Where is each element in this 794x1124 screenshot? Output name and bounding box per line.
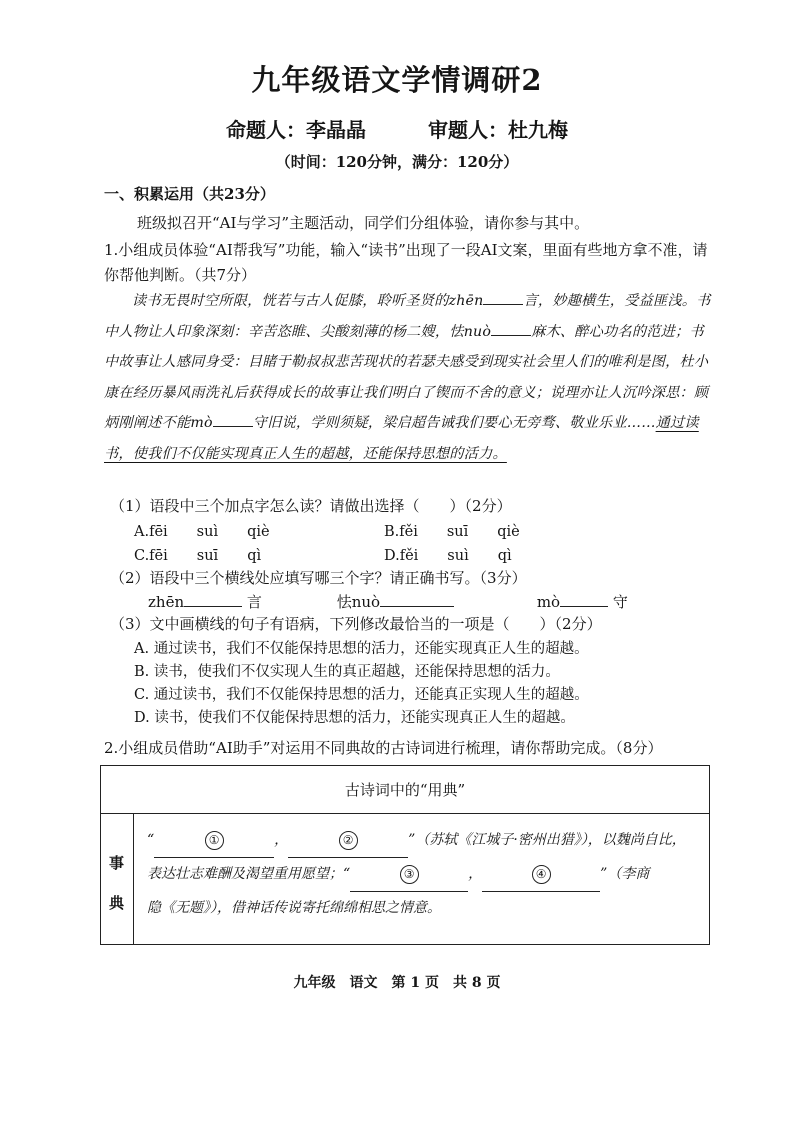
comma-2: ， — [468, 866, 483, 882]
sub1-option-d[interactable]: D.fěi suì qì — [384, 548, 512, 564]
passage-part-4: 守旧说，学则须疑，梁启超告诫我们要心无旁骛、敬业乐业…… — [252, 415, 656, 431]
blank-2[interactable] — [288, 824, 408, 858]
table-header: 古诗词中的“用典” — [101, 766, 709, 814]
blank-2-number: ② — [339, 831, 358, 850]
sub2-blank-2[interactable] — [380, 590, 454, 607]
blank-3-number: ③ — [400, 865, 419, 884]
passage-part-1: 读书无畏时空所限，恍若与古人促膝，聆听圣贤的zhēn — [132, 293, 484, 309]
passage-part-3: 麻木、醉心功名的范进；书中故事让人感同身受：目睹于勒叔叔悲苦现状的若瑟夫感受到现实社会里人们的唯利是图，杜小康在经历暴风雨洗礼后获得成长的故事让我们明白了锲而不舍的意义；说理亦让人沉吟深思：顾炳刚阐述不能mò — [104, 323, 709, 431]
authors-line — [0, 114, 794, 143]
sub2-answer-line — [148, 590, 628, 612]
blank-4[interactable] — [482, 858, 600, 892]
question-2-stem: 2.小组成员借助“AI助手”对运用不同典故的古诗词进行梳理，请你帮助完成。（8分） — [104, 739, 663, 757]
question-reviewer: 审题人：杜九梅 — [427, 118, 568, 142]
sub2-blank-1-label: zhēn — [148, 593, 185, 611]
sub1-option-c[interactable]: C.fēi suī qì — [134, 548, 262, 564]
passage-blank-3[interactable] — [213, 410, 253, 427]
sub-question-3-stem: （3）文中画横线的句子有语病，下列修改最恰当的一项是（ ）（2分） — [110, 615, 602, 633]
passage-blank-2[interactable] — [491, 319, 531, 336]
ai-passage — [104, 286, 714, 469]
table-content — [147, 824, 702, 925]
sub3-option-a[interactable]: A. 通过读书，我们不仅能保持思想的活力，还能实现真正人生的超越。 — [134, 641, 589, 657]
sub-question-1-stem: （1）语段中三个加点字怎么读？请做出选择（ ）（2分） — [110, 497, 512, 515]
question-setter: 命题人：李晶晶 — [226, 118, 367, 142]
blank-1[interactable] — [154, 824, 274, 858]
question-1-stem: 1.小组成员体验“AI帮我写”功能，输入“读书”出现了一段AI文案，里面有些地方拿不准，请你帮他判断。（共7分） — [104, 241, 708, 284]
sub1-option-a[interactable]: A.fēi suì qiè — [134, 524, 270, 540]
text-d: 隐《无题》），借神话传说寄托绵绵相思之情意。 — [147, 900, 441, 916]
allusion-table — [100, 765, 710, 945]
quote-open: “ — [147, 832, 155, 848]
sub3-option-d[interactable]: D. 读书，使我们不仅能保持思想的活力，还能实现真正人生的超越。 — [134, 710, 575, 726]
table-row-label — [101, 814, 134, 944]
sub2-blank-2-label: 怯nuò — [336, 593, 381, 611]
section-heading: 一、积累运用（共23分） — [104, 185, 275, 203]
sub3-option-b[interactable]: B. 读书，使我们不仅实现人生的真正超越，还能保持思想的活力。 — [134, 664, 560, 680]
passage-part-2: 言，妙趣横生，受益匪浅。书中人物让人印象深刻：辛苦恣睢、尖酸刻薄的杨二嫂，怯nuò — [104, 293, 711, 340]
blank-4-number: ④ — [532, 865, 551, 884]
blank-3[interactable] — [350, 858, 468, 892]
sub-question-2-stem: （2）语段中三个横线处应填写哪三个字？请正确书写。（3分） — [110, 569, 527, 587]
time-info: （时间：120分钟，满分：120分） — [275, 153, 519, 171]
sub2-blank-1-after: 言 — [246, 593, 262, 611]
sub3-option-c[interactable]: C. 通过读书，我们不仅能保持思想的活力，还能真正实现人生的超越。 — [134, 687, 589, 703]
text-c: ”（李商 — [600, 866, 650, 882]
sub1-option-b[interactable]: B.fěi suī qiè — [384, 524, 520, 540]
comma-1: ， — [274, 832, 289, 848]
sub2-blank-1[interactable] — [184, 590, 242, 607]
sub2-blank-3-label: mò — [536, 593, 561, 611]
section-intro: 班级拟召开“AI与学习”主题活动，同学们分组体验，请你参与其中。 — [137, 214, 590, 232]
blank-1-number: ① — [205, 831, 224, 850]
page-footer: 九年级 语文 第 1 页 共 8 页 — [293, 975, 501, 991]
sub2-blank-3[interactable] — [560, 590, 608, 607]
sub2-blank-3-after: 守 — [612, 593, 628, 611]
passage-blank-1[interactable] — [483, 288, 523, 305]
row-label-char-2: 典 — [109, 894, 125, 912]
text-b: 表达壮志难酬及渴望重用愿望；“ — [147, 866, 351, 882]
underlined-sentence: 通过读书，使我们不仅能实现真正人生的超越，还能保持思想的活力。 — [104, 415, 699, 462]
page-title: 九年级语文学情调研2 — [251, 63, 543, 97]
text-a: ”（苏轼《江城子·密州出猎》），以魏尚自比， — [408, 832, 686, 848]
row-label-char-1: 事 — [109, 854, 125, 872]
